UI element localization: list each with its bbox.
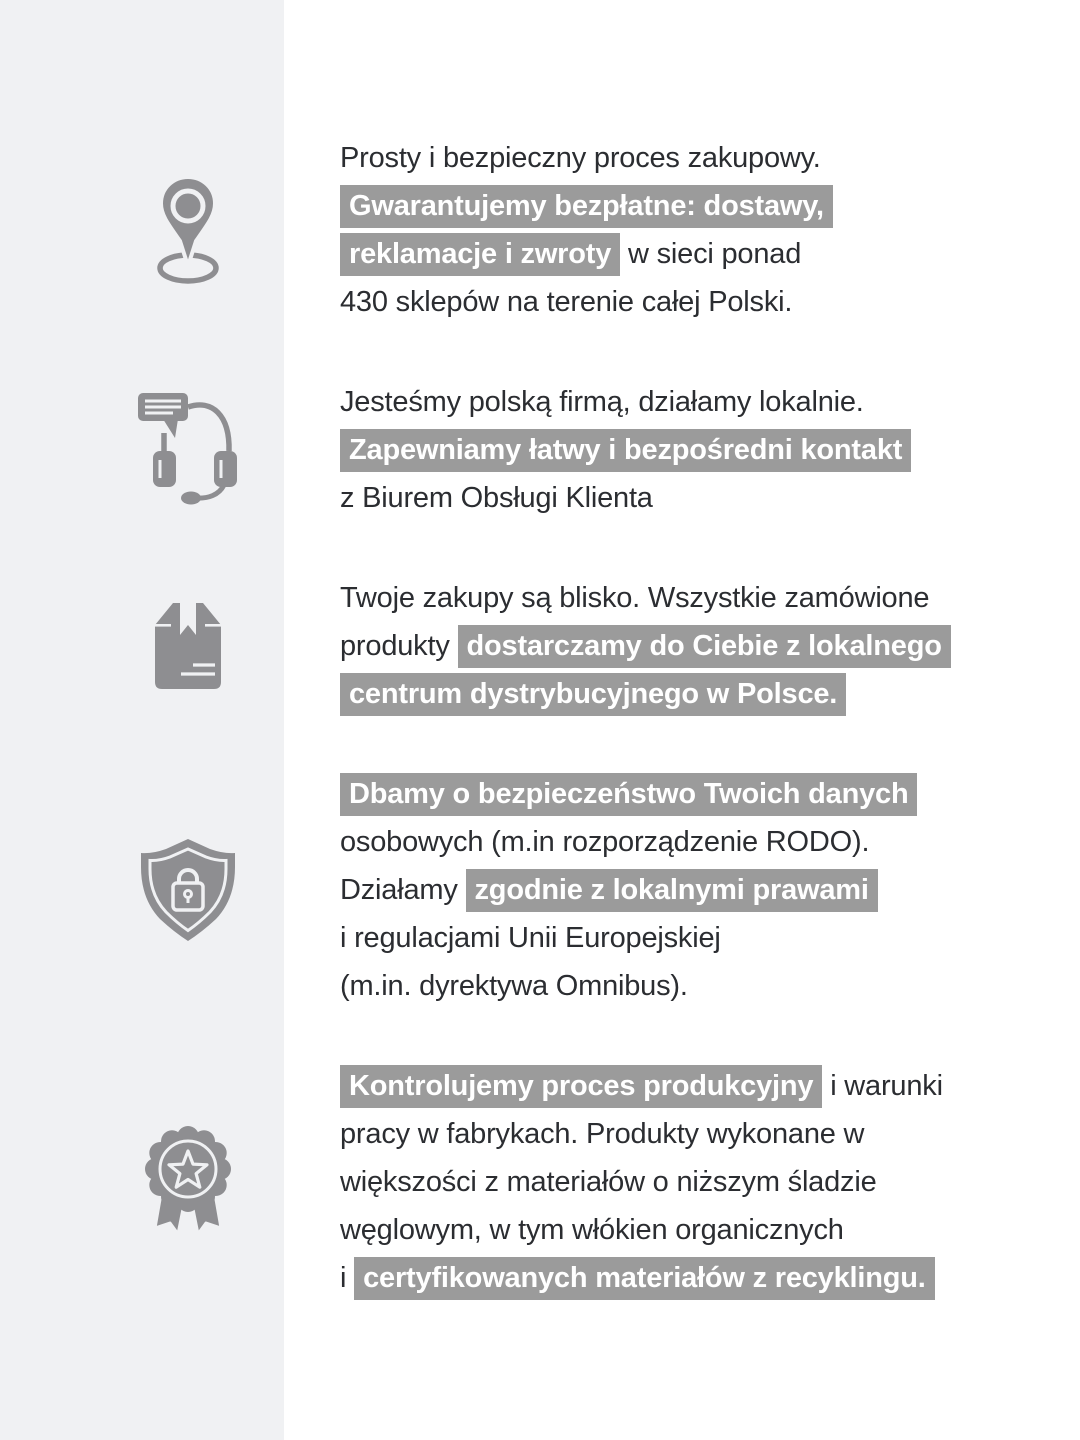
location-pin-icon xyxy=(156,175,220,285)
text-line xyxy=(340,1206,1080,1254)
icon-column xyxy=(0,599,284,693)
text-line xyxy=(340,1062,1080,1110)
text-line xyxy=(340,962,1080,1010)
plain-text: i regulacjami Unii Europejskiej xyxy=(340,921,721,954)
package-box-icon xyxy=(150,599,226,693)
benefit-text-quality xyxy=(284,1062,1080,1302)
benefit-text-contact xyxy=(284,378,1080,522)
text-line xyxy=(340,574,1080,622)
text-line xyxy=(340,818,1080,866)
text-line xyxy=(340,378,1080,426)
benefit-text-privacy xyxy=(284,770,1080,1010)
plain-text: z Biurem Obsługi Klienta xyxy=(340,481,653,514)
shield-lock-icon xyxy=(138,837,238,943)
plain-text: węglowym, w tym włókien organicznych xyxy=(340,1213,844,1246)
text-line xyxy=(340,134,1080,182)
plain-text: i warunki xyxy=(822,1069,943,1102)
benefit-row-contact xyxy=(0,378,1080,522)
highlighted-text: Gwarantujemy bezpłatne: dostawy, xyxy=(340,185,833,228)
icon-column xyxy=(0,1124,284,1240)
benefit-row-quality xyxy=(0,1062,1080,1302)
text-line xyxy=(340,670,1080,718)
icon-column xyxy=(0,837,284,943)
plain-text: Jesteśmy polską firmą, działamy lokalnie. xyxy=(340,385,864,418)
headset-chat-icon xyxy=(138,393,238,507)
plain-text: i xyxy=(340,1261,355,1294)
text-line xyxy=(340,426,1080,474)
highlighted-text: zgodnie z lokalnymi prawami xyxy=(466,869,878,912)
text-line xyxy=(340,230,1080,278)
plain-text: (m.in. dyrektywa Omnibus). xyxy=(340,969,688,1002)
highlighted-text: certyfikowanych materiałów z recyklingu. xyxy=(354,1257,935,1300)
plain-text: produkty xyxy=(340,629,458,662)
benefit-text-delivery xyxy=(284,574,1080,718)
text-line xyxy=(340,474,1080,522)
highlighted-text: reklamacje i zwroty xyxy=(340,233,620,276)
highlighted-text: centrum dystrybucyjnego w Polsce. xyxy=(340,673,846,716)
plain-text: większości z materiałów o niższym śladzie xyxy=(340,1165,877,1198)
text-line xyxy=(340,1110,1080,1158)
plain-text: Prosty i bezpieczny proces zakupowy. xyxy=(340,141,821,174)
icon-column xyxy=(0,393,284,507)
plain-text: 430 sklepów na terenie całej Polski. xyxy=(340,285,793,318)
benefit-text-stores xyxy=(284,134,1080,326)
text-line xyxy=(340,182,1080,230)
benefit-row-privacy xyxy=(0,770,1080,1010)
highlighted-text: Zapewniamy łatwy i bezpośredni kontakt xyxy=(340,429,911,472)
plain-text: osobowych (m.in rozporządzenie RODO). xyxy=(340,825,870,858)
highlighted-text: Dbamy o bezpieczeństwo Twoich danych xyxy=(340,773,917,816)
highlighted-text: Kontrolujemy proces produkcyjny xyxy=(340,1065,822,1108)
text-line xyxy=(340,914,1080,962)
plain-text: Działamy xyxy=(340,873,466,906)
plain-text: pracy w fabrykach. Produkty wykonane w xyxy=(340,1117,865,1150)
text-line xyxy=(340,1254,1080,1302)
benefit-row-stores xyxy=(0,134,1080,326)
icon-column xyxy=(0,175,284,285)
text-line xyxy=(340,770,1080,818)
text-line xyxy=(340,1158,1080,1206)
plain-text: w sieci ponad xyxy=(620,237,802,270)
text-line xyxy=(340,278,1080,326)
text-line xyxy=(340,866,1080,914)
plain-text: Twoje zakupy są blisko. Wszystkie zamówione xyxy=(340,581,930,614)
text-line xyxy=(340,622,1080,670)
highlighted-text: dostarczamy do Ciebie z lokalnego xyxy=(458,625,951,668)
award-badge-icon xyxy=(143,1124,233,1240)
benefit-row-delivery xyxy=(0,574,1080,718)
